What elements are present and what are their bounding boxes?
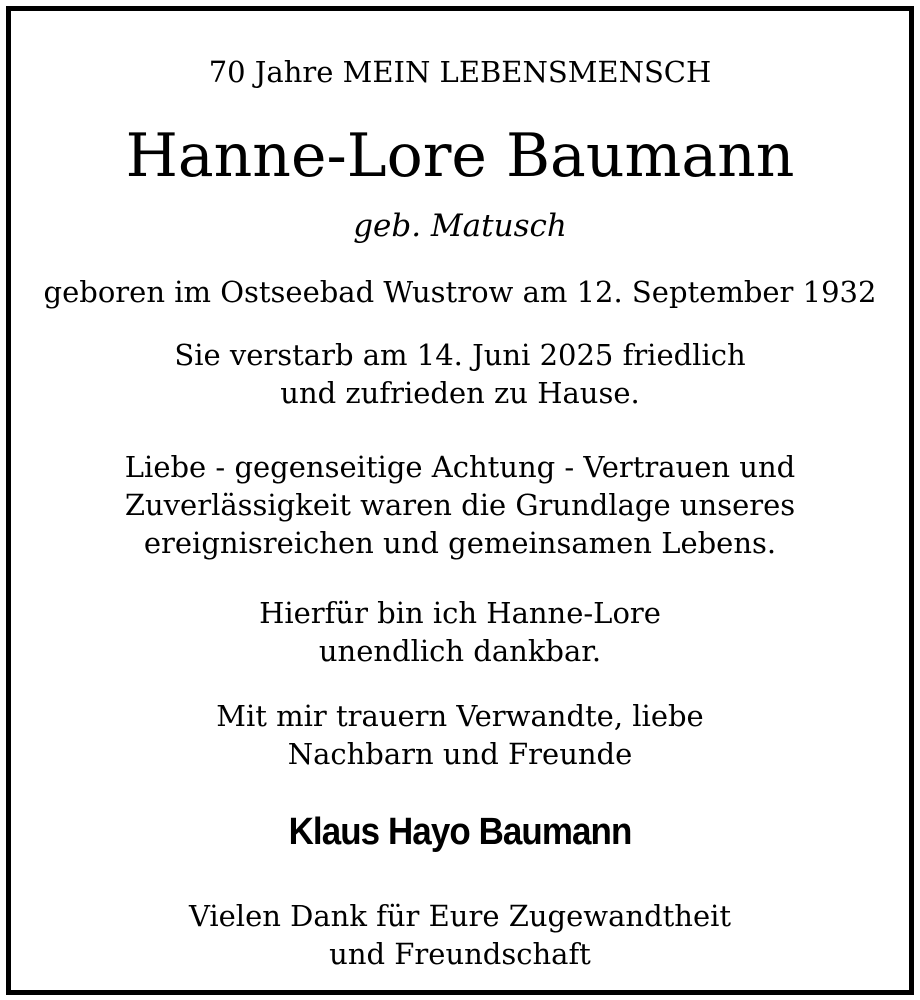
quote-line: Zuverlässigkeit waren die Grundlage unseres	[124, 488, 796, 522]
maiden-name: geb. Matusch	[353, 208, 567, 244]
headline: 70 Jahre MEIN LEBENSMENSCH	[208, 55, 712, 89]
signer-name: Klaus Hayo Baumann	[288, 811, 632, 853]
mourners-line: Nachbarn und Freunde	[287, 737, 633, 771]
gratitude-line: Hierfür bin ich Hanne-Lore	[259, 596, 661, 630]
closing-thanks	[0, 897, 920, 973]
death-line: Sie verstarb am 14. Juni 2025 friedlich	[174, 338, 746, 372]
mourners-text	[0, 697, 920, 773]
death-info	[0, 336, 920, 412]
closing-line: und Freundschaft	[329, 937, 591, 971]
quote-line: Liebe - gegenseitige Achtung - Vertrauen und	[124, 450, 796, 484]
gratitude-line: unendlich dankbar.	[318, 634, 602, 668]
quote-line: ereignisreichen und gemeinsamen Lebens.	[143, 526, 777, 560]
memorial-quote	[0, 448, 920, 562]
death-line: und zufrieden zu Hause.	[280, 376, 640, 410]
deceased-name: Hanne-Lore Baumann	[125, 121, 795, 191]
gratitude-text	[0, 594, 920, 670]
birth-info: geboren im Ostseebad Wustrow am 12. September 1932	[43, 275, 877, 309]
mourners-line: Mit mir trauern Verwandte, liebe	[216, 699, 704, 733]
closing-line: Vielen Dank für Eure Zugewandtheit	[188, 899, 732, 933]
